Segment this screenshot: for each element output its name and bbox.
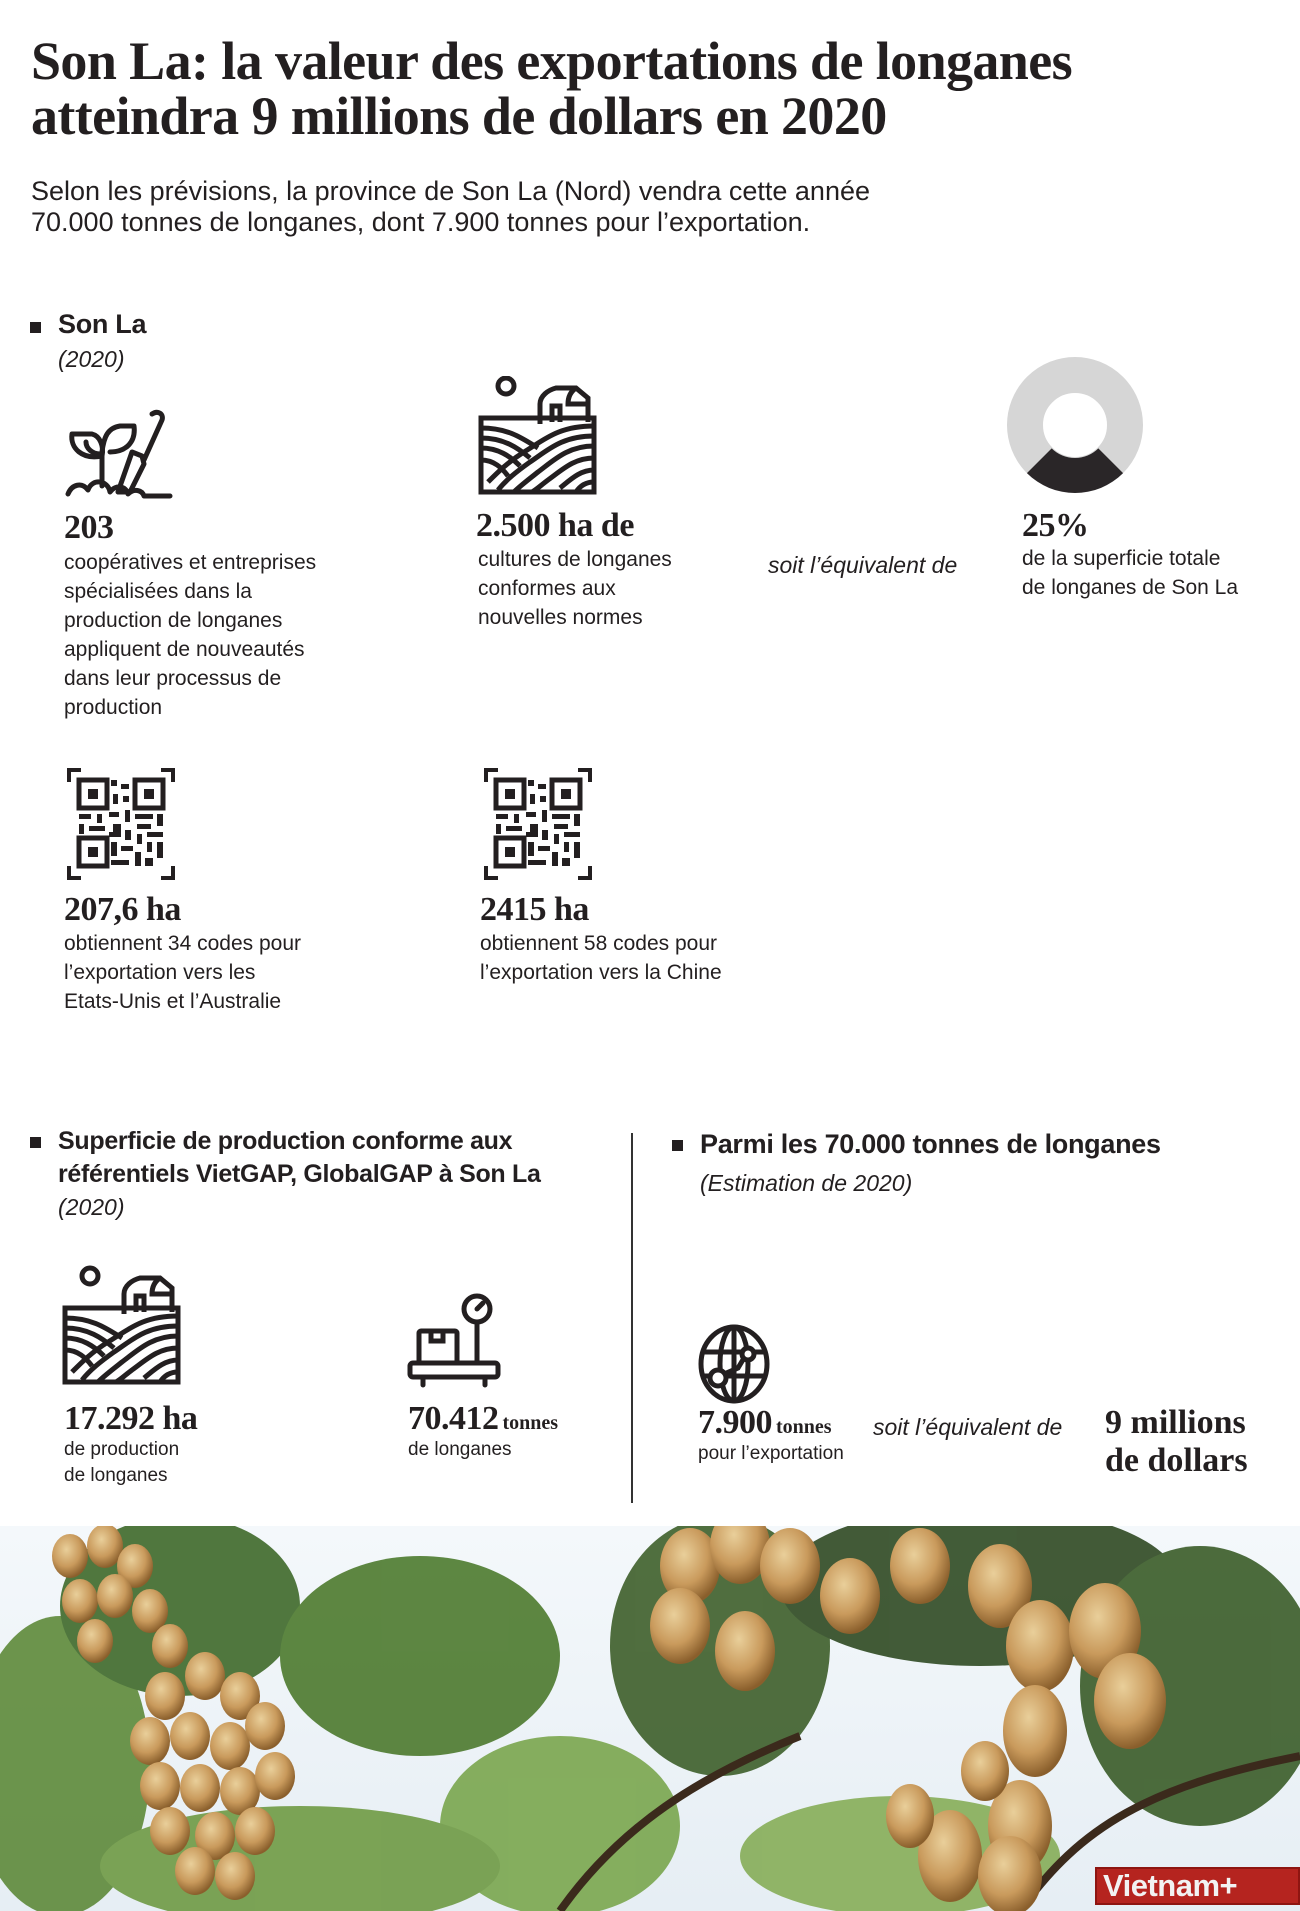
stat-production-area-description	[64, 1437, 179, 1489]
desc-line: Etats-Unis et l’Australie	[64, 990, 282, 1013]
desc-line: dans leur processus de	[64, 667, 282, 690]
section-heading-son-la: Son La	[58, 309, 147, 339]
desc-line: nouvelles normes	[478, 606, 643, 629]
desc-line: de longanes de Son La	[1022, 576, 1239, 599]
stat-tonnage-unit: tonnes	[502, 1412, 559, 1434]
stat-tonnage-value: 70.412	[408, 1400, 499, 1437]
globe-network-icon	[698, 1324, 770, 1404]
stat-cooperatives-description	[64, 548, 394, 722]
heading-line: référentiels VietGAP, GlobalGAP à Son La	[58, 1160, 541, 1188]
stat-area-value: 2.500 ha de	[476, 507, 634, 544]
farm-field-icon	[62, 1265, 182, 1387]
section-heading-70000: Parmi les 70.000 tonnes de longanes	[700, 1129, 1161, 1159]
desc-line: l’exportation vers les	[64, 961, 256, 984]
farm-field-icon	[478, 376, 598, 496]
desc-line: de longanes	[408, 1439, 512, 1460]
desc-line: production	[64, 696, 163, 719]
section-heading-vietgap	[58, 1125, 541, 1191]
value-line: de dollars	[1105, 1442, 1248, 1479]
plant-shovel-icon	[64, 408, 174, 500]
qr-code-icon	[482, 766, 594, 882]
bullet-square-icon	[30, 322, 41, 333]
heading-line: Superficie de production conforme aux	[58, 1127, 513, 1155]
vietnamplus-logo: Vietnam+	[1095, 1867, 1300, 1905]
desc-line: spécialisées dans la	[64, 580, 252, 603]
desc-line: de la superficie totale	[1022, 547, 1221, 570]
section-year: (2020)	[58, 346, 125, 372]
subtitle-line-1: Selon les prévisions, la province de Son La (Nord) vendra cette année	[31, 176, 870, 206]
stat-share-value: 25%	[1022, 507, 1089, 544]
stat-share-description	[1022, 544, 1282, 602]
stat-production-area-value: 17.292 ha	[64, 1400, 198, 1437]
title-line-1: Son La: la valeur des exportations de longanes	[31, 31, 1073, 91]
stat-export-unit: tonnes	[776, 1416, 832, 1438]
stat-tonnage-description	[408, 1437, 512, 1463]
page-subtitle	[31, 176, 1131, 238]
desc-line: de production	[64, 1439, 180, 1460]
section-year: (2020)	[58, 1194, 125, 1220]
title-line-2: atteindra 9 millions de dollars en 2020	[31, 86, 887, 146]
stat-tonnage-value-row	[408, 1401, 558, 1437]
longan-fruit-clusters-photo	[0, 1526, 1300, 1911]
desc-line: conformes aux	[478, 577, 616, 600]
stat-export-value-row	[698, 1405, 832, 1441]
stat-export-value: 7.900	[698, 1404, 772, 1441]
bullet-square-icon	[30, 1137, 41, 1148]
desc-line: cultures de longanes	[478, 548, 672, 571]
stat-cooperatives-value: 203	[64, 509, 114, 546]
stat-export-description	[698, 1441, 844, 1467]
desc-line: appliquent de nouveautés	[64, 638, 305, 661]
desc-line: de longanes	[64, 1465, 168, 1486]
donut-chart-icon	[1006, 356, 1144, 494]
bullet-square-icon	[672, 1140, 683, 1151]
stat-area-description	[478, 545, 738, 632]
stat-export-value-usd	[1105, 1404, 1248, 1480]
stat-us-au-description	[64, 929, 394, 1016]
desc-line: obtiennent 34 codes pour	[64, 932, 302, 955]
value-line: 9 millions	[1105, 1404, 1246, 1441]
desc-line: pour l’exportation	[698, 1443, 844, 1464]
section-subheading: (Estimation de 2020)	[700, 1170, 913, 1196]
desc-line: obtiennent 58 codes pour	[480, 932, 718, 955]
stat-china-value: 2415 ha	[480, 891, 589, 928]
desc-line: l’exportation vers la Chine	[480, 961, 722, 984]
stat-us-au-value: 207,6 ha	[64, 891, 181, 928]
subtitle-line-2: 70.000 tonnes de longanes, dont 7.900 tonnes pour l’exportation.	[31, 207, 811, 237]
stat-china-description	[480, 929, 810, 987]
section-divider	[631, 1133, 633, 1503]
equivalent-label: soit l’équivalent de	[873, 1414, 1063, 1440]
page-title	[31, 31, 1281, 146]
qr-code-icon	[65, 766, 177, 882]
equivalent-label: soit l’équivalent de	[768, 552, 958, 578]
weighing-scale-icon	[407, 1293, 501, 1393]
desc-line: coopératives et entreprises	[64, 551, 317, 574]
desc-line: production de longanes	[64, 609, 283, 632]
